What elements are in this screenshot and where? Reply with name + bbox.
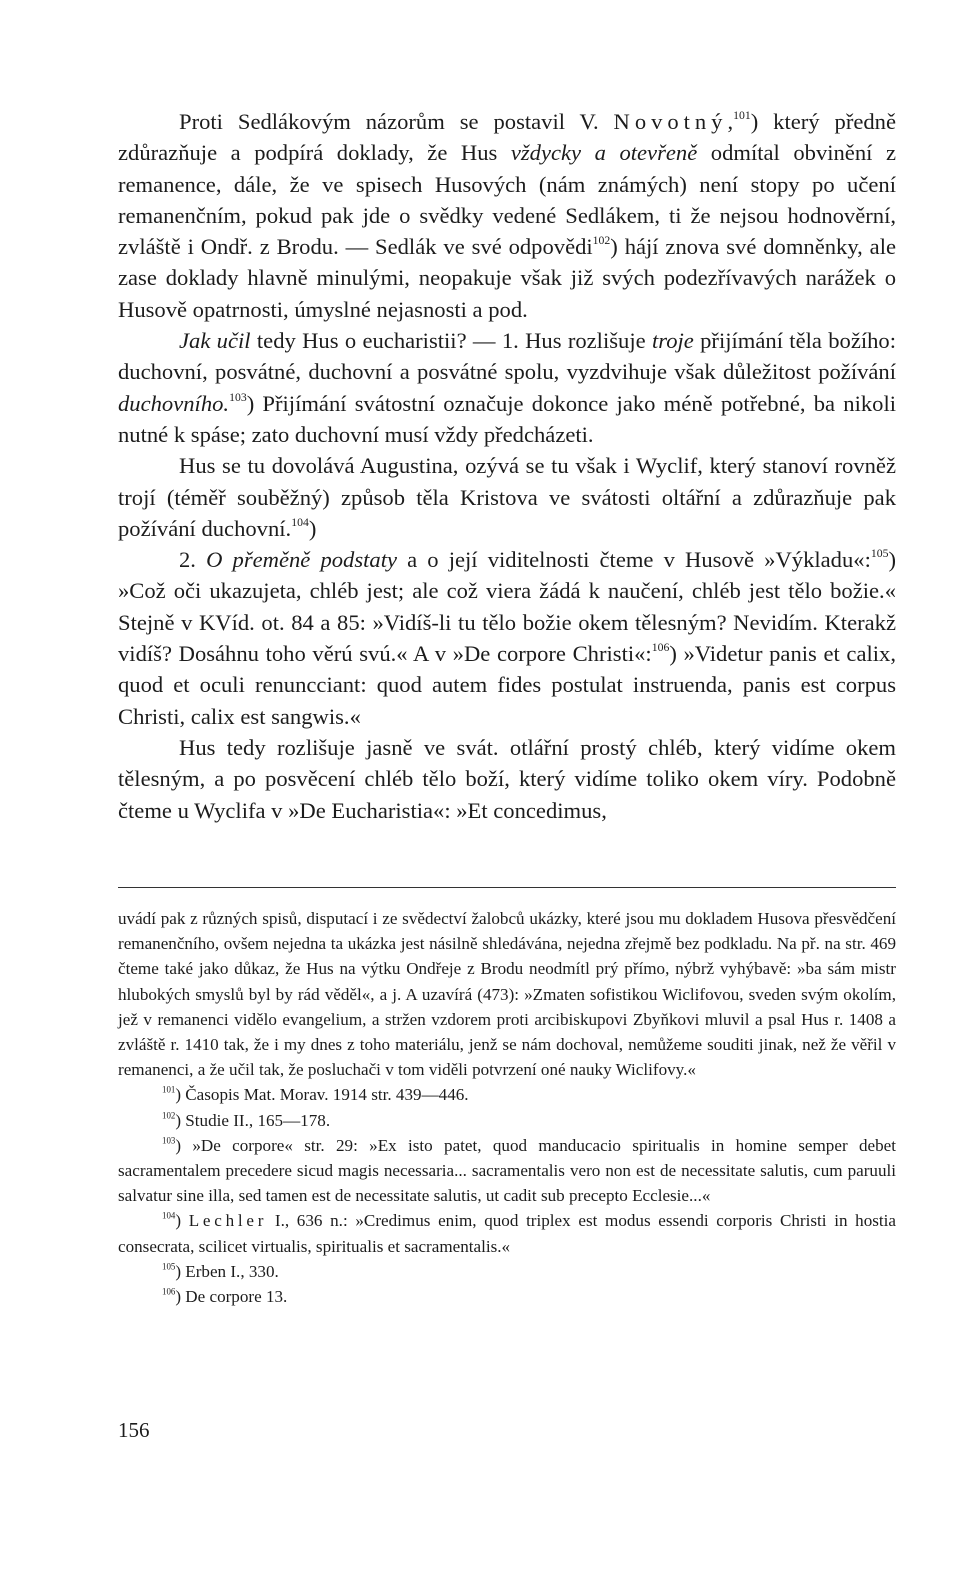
body-text (118, 106, 896, 826)
text-run: ) Studie II., 165—178. (175, 1110, 331, 1130)
text-run: ) »De corpore« str. 29: »Ex isto patet, quod manducacio spiritualis in homine semper debet sacramentalem precedere sicud magis necessaria... sacramentalis vero non est de necessitate salutis, cum paruuli salvatur sine illa, sed tamen est de necessitate salutis, ut cadit sub precepto Ecclesie...« (118, 1135, 896, 1206)
text-run: ) hájí znova své domněnky, ale zase doklady hlavně minulými, neopakuje však již svých podezřívavých narážek o Husově opatrnosti, úmyslné nejasnosti a pod. (118, 234, 896, 322)
text-run: 2. (179, 547, 207, 573)
footnote-ref: 101 (733, 109, 751, 123)
text-run: ) Přijímání svátostní označuje dokonce jako méně potřebné, ba nikoli nutné k spáse; zato duchovní musí vždy předcházeti. (118, 390, 896, 447)
text-run: a o její viditelnosti čteme v Husově »Výkladu«: (397, 547, 871, 573)
footnote-102 (118, 1108, 896, 1133)
text-run: ) (175, 1211, 189, 1231)
footnote-ref: 104 (291, 515, 309, 529)
footnote-ref: 101 (162, 1084, 176, 1095)
footnote-105 (118, 1259, 896, 1284)
text-run: Hus tedy rozlišuje jasně ve svát. otlářní prostý chléb, který vidíme okem tělesným, a po posvěcení chléb tělo boží, který vidíme toliko okem víry. Podobně čteme u Wyclifa v »De Eucharistia«: »Et concedimus, (118, 734, 896, 823)
footnote-ref: 105 (162, 1261, 176, 1272)
paragraph (118, 544, 896, 732)
text-run: tedy Hus o eucharistii? — 1. Hus rozlišuje (250, 328, 652, 354)
spaced-name: Novotný (613, 109, 728, 134)
text-run: ) (308, 515, 317, 541)
paragraph (118, 325, 896, 450)
footnotes (118, 906, 896, 1309)
text-run: uvádí pak z různých spisů, disputací i ze svědectví žalobců ukázky, které jsou mu dokladem Husova přesvědčení remanenčního, ovšem nejedna ta ukázka jest násilně shledávána, nejedna zřejmě bez podkladu. Na př. na str. 469 čteme také jako důkaz, že Hus na výtku Ondřeje z Brodu neodmítl prý přímo, nýbrž vyhýbavě: »ba sám mistr hlubokých smyslů byl by rád věděl«, a j. A uzavírá (473): »Zmaten sofistikou Wiclifovou, sveden svým okolím, jež v remanenci vidělo evangelium, a stržen vzdorem proti arcibiskupovi Zbyňkovi mluvil a psal Hus r. 1408 a zvláště r. 1410 tak, že i my dnes z toho materiálu, jenž se nám dochoval, nemůžeme souditi jinak, než že věřil v remanenci, a že učil tak, že posluchači v tom viděli potvrzení oné nauky Wiclifovy.« (118, 909, 896, 1080)
footnote-106 (118, 1284, 896, 1309)
italic-text: Jak učil (179, 328, 251, 354)
footnote-103 (118, 1133, 896, 1209)
text-run: Hus se tu dovolává Augustina, ozývá se tu však i Wyclif, který stanoví rovněž trojí (téměř souběžný) způsob těla Kristova ve svátosti oltářní a zdůrazňuje pak požívání duchovní. (118, 453, 896, 541)
page-number: 156 (118, 1418, 150, 1442)
footnote-ref: 102 (592, 234, 611, 248)
paragraph (118, 106, 896, 325)
spaced-name: Lechler (188, 1211, 268, 1231)
text-run: Proti Sedlákovým názorům se postavil V. (179, 109, 614, 134)
text-run: , (727, 109, 734, 134)
footnote-101 (118, 1082, 896, 1107)
text-run: ) De corpore 13. (175, 1287, 288, 1307)
paragraph (118, 732, 896, 826)
text-run: odmítal obvinění z remanence, dále, že ve spisech Husových (nám známých) není stopy po učení remanenčním, pokud pak jde o svědky vedené Sedlákem, ti že nejsou hodnověrní, zvláště i Ondř. z Brodu. — Sedlák ve své odpovědi (118, 140, 896, 260)
footnote-ref: 103 (229, 390, 247, 404)
footnote-104 (118, 1208, 896, 1258)
italic-text: O přeměně podstaty (206, 547, 398, 573)
italic-text: troje (651, 328, 694, 354)
footnote-divider (118, 887, 896, 888)
footnote-ref: 103 (162, 1135, 176, 1146)
footnote-ref: 102 (162, 1110, 176, 1121)
text-run: ) který předně zdůrazňuje a podpírá doklady, že Hus (118, 109, 896, 166)
italic-text: vždycky a otevřeně (510, 140, 698, 166)
italic-text: duchovního. (118, 390, 230, 416)
text-run: ) Erben I., 330. (175, 1261, 279, 1281)
footnote-continuation (118, 906, 896, 1082)
footnote-ref: 104 (162, 1210, 176, 1221)
text-run: I., 636 n.: »Credimus enim, quod triplex est modus essendi corporis Christi in hostia consecrata, scilicet virtualis, spiritualis et sacramentalis.« (118, 1211, 896, 1256)
footnote-ref: 105 (870, 547, 889, 561)
text-run: přijímání těla božího: duchovní, posvátné, duchovní a posvátné spolu, vyzdvihuje však důležitost požívání (118, 328, 896, 385)
text-run: ) »Videtur panis et calix, quod et oculi renuncciant: quod autem fides postulat instruenda, panis est corpus Christi, calix est sangwis.« (118, 641, 896, 729)
paragraph (118, 450, 896, 544)
text-run: ) »Což oči ukazujeta, chléb jest; ale což viera žádá k naučení, chléb jest tělo božie.« Stejně v KVíd. ot. 84 a 85: »Vidíš-li tu tělo božie okem tělesným? Nevidím. Kterakž vidíš? Dosáhnu toho věrú svú.« A v »De corpore Christi«: (118, 547, 896, 667)
footnote-ref: 106 (651, 641, 670, 655)
footnote-ref: 106 (162, 1286, 176, 1297)
text-run: ) Časopis Mat. Morav. 1914 str. 439—446. (175, 1085, 469, 1105)
